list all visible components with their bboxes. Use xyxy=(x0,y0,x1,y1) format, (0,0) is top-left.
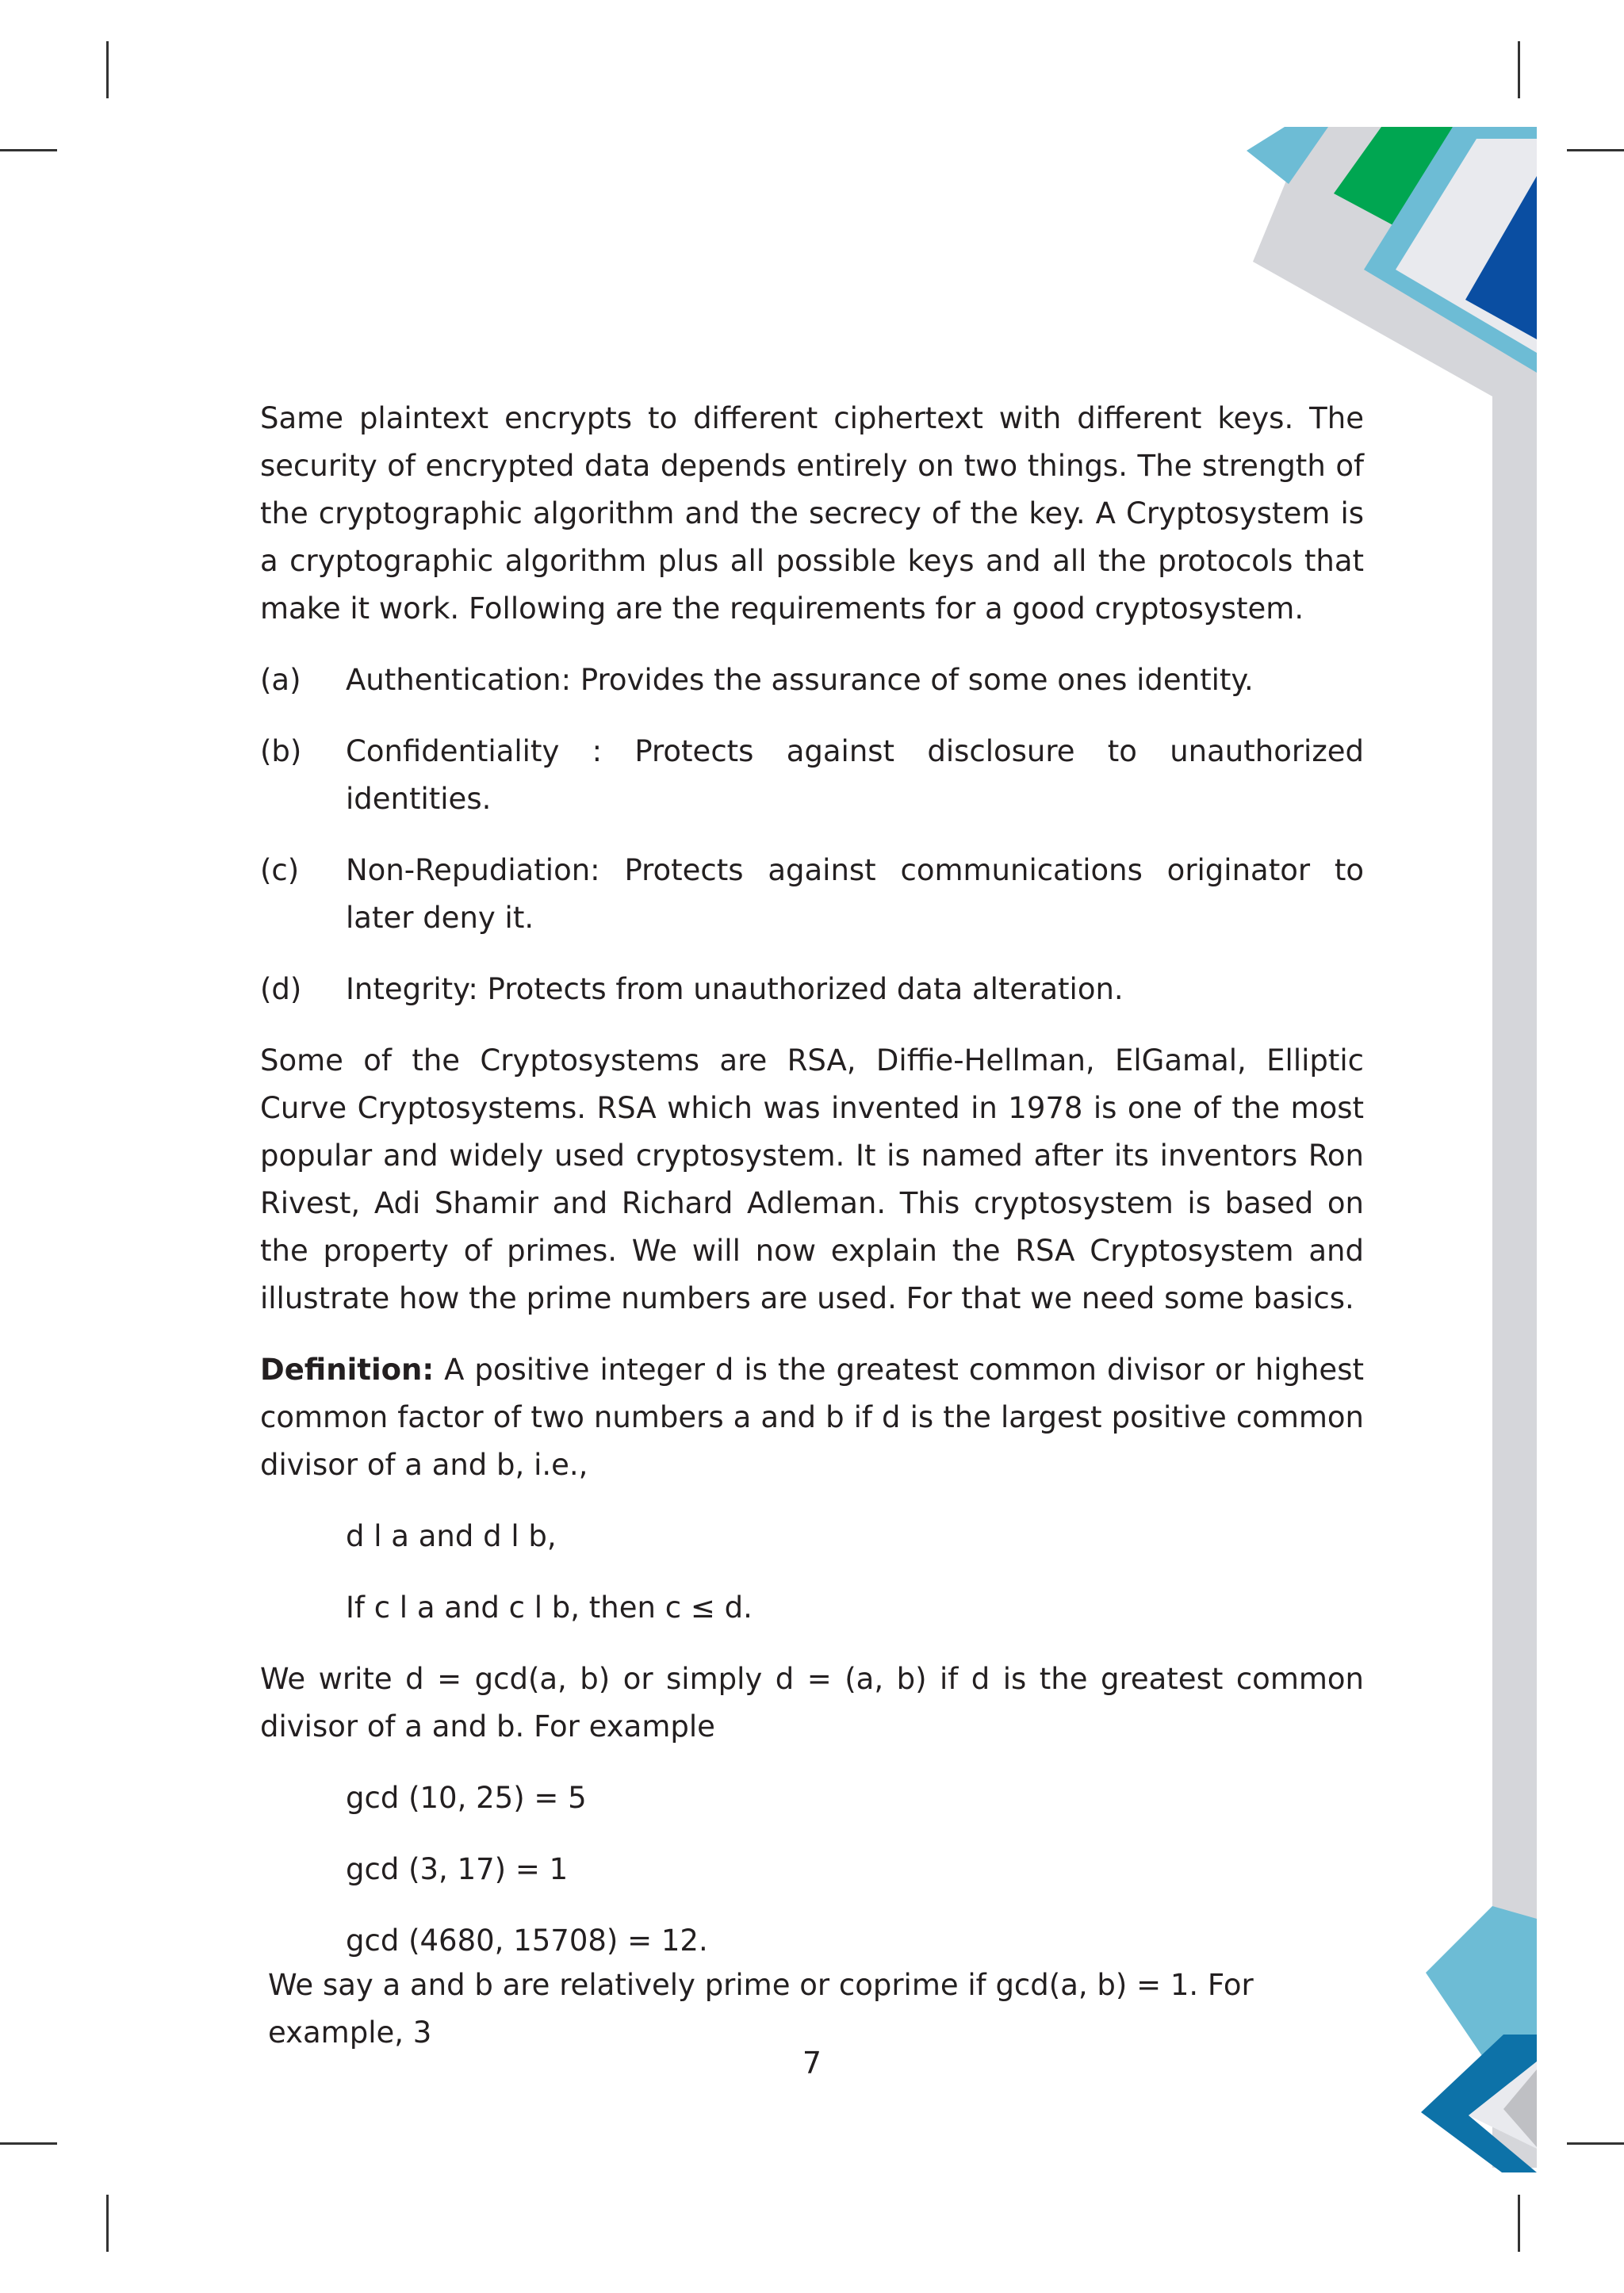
requirement-item-d xyxy=(260,966,1364,1013)
condition-line: If c l a and c l b, then c ≤ d. xyxy=(346,1591,753,1625)
paragraph-intro: Same plaintext encrypts to different ciphertext with different keys. The security of encrypted data depends entirely on two things. The strength of the cryptographic algorithm and the secrecy of the key. A Cryptosystem is a cryptographic algorithm plus all possible keys and all the protocols that make it work. Following are the requirements for a good cryptosystem. xyxy=(260,401,1364,626)
gcd-example: gcd (10, 25) = 5 xyxy=(346,1781,587,1815)
requirement-item-b xyxy=(260,728,1364,823)
list-marker: (a) xyxy=(260,663,301,697)
paragraph-coprime: We say a and b are relatively prime or coprime if gcd(a, b) = 1. For example, 3 xyxy=(268,1968,1254,2050)
list-marker: (c) xyxy=(260,853,300,887)
page-content xyxy=(260,395,1364,2057)
list-text: Authentication: Provides the assurance of some ones identity. xyxy=(346,663,1254,697)
definition-label: Definition: xyxy=(260,1353,435,1387)
list-marker: (d) xyxy=(260,972,302,1006)
definition-paragraph xyxy=(260,1346,1364,1489)
requirement-item-c xyxy=(260,847,1364,942)
list-text: Integrity: Protects from unauthorized data alteration. xyxy=(346,972,1124,1006)
definition-text: A positive integer d is the greatest common divisor or highest common factor of two numbers a and b if d is the largest positive common divisor of a and b, i.e., xyxy=(260,1353,1364,1482)
list-marker: (b) xyxy=(260,734,302,768)
gcd-example: gcd (3, 17) = 1 xyxy=(346,1852,569,1886)
paragraph-gcd-notation: We write d = gcd(a, b) or simply d = (a, b) if d is the greatest common divisor of a and b. For example xyxy=(260,1662,1364,1744)
gcd-example: gcd (4680, 15708) = 12. xyxy=(346,1924,708,1958)
paragraph-cryptosystems: Some of the Cryptosystems are RSA, Diffie-Hellman, ElGamal, Elliptic Curve Cryptosystems. RSA which was invented in 1978 is one of the most popular and widely used cryptosystem. It is named after its inventors Ron Rivest, Adi Shamir and Richard Adleman. This cryptosystem is based on the property of primes. We will now explain the RSA Cryptosystem and illustrate how the prime numbers are used. For that we need some basics. xyxy=(260,1043,1364,1315)
list-text: Confidentiality : Protects against disclosure to unauthorized identities. xyxy=(346,734,1364,816)
page-number: 7 xyxy=(802,2046,822,2081)
right-margin-bar xyxy=(1492,349,1537,2168)
list-text: Non-Repudiation: Protects against communications originator to later deny it. xyxy=(346,853,1364,935)
requirement-item-a xyxy=(260,657,1364,704)
condition-line: d l a and d l b, xyxy=(346,1519,557,1553)
